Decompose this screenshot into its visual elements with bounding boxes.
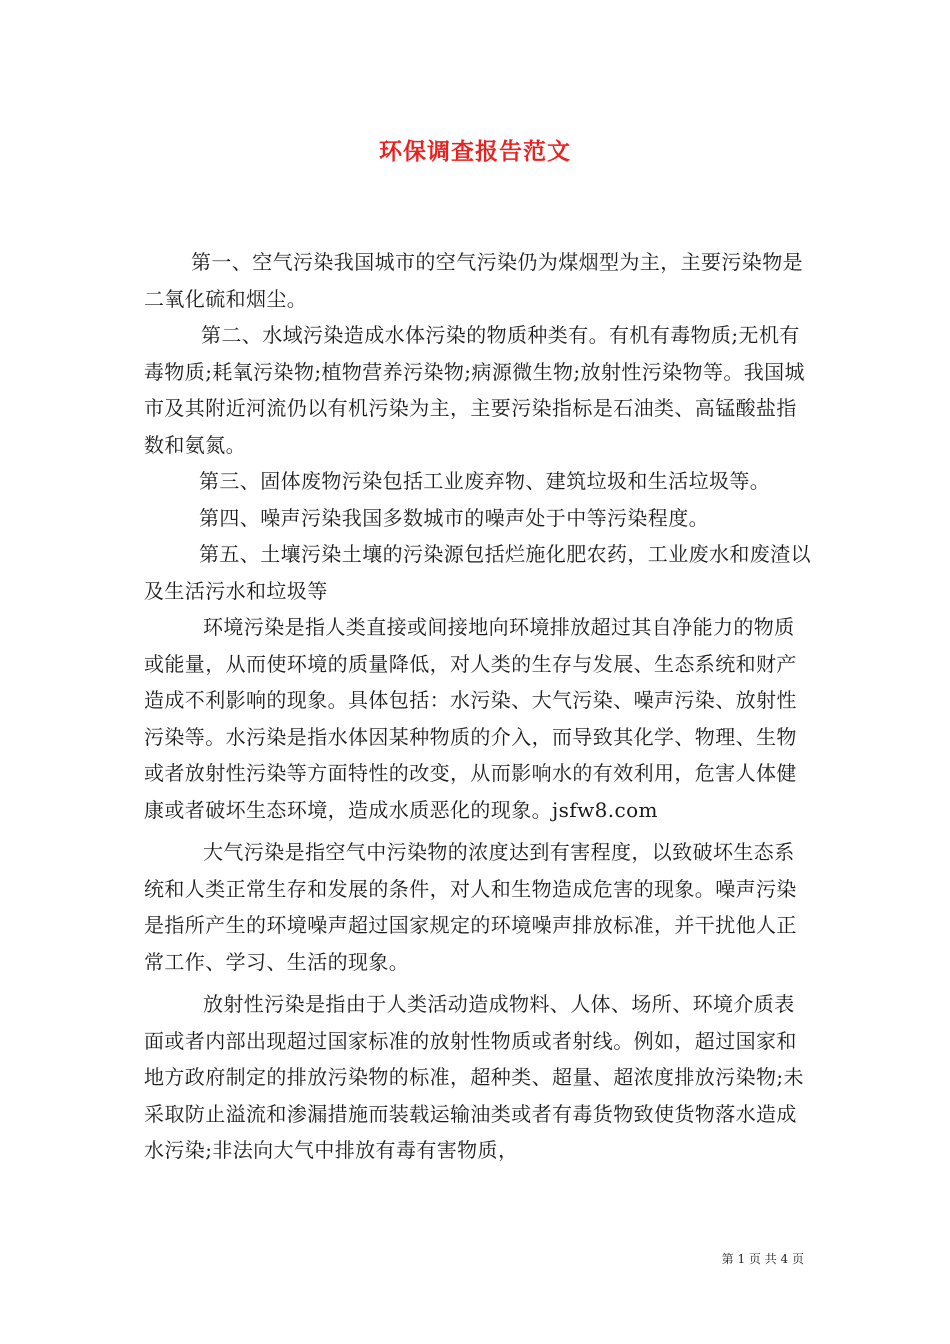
page-number: 第 1 页 共 4 页: [721, 1252, 804, 1266]
paragraph-water-pollution: 第二、水域污染造成水体污染的物质种类有。有机有毒物质;无机有毒物质;耗氧污染物;植物营养污染物;病源微生物;放射性污染物等。我国城市及其附近河流仍以有机污染为主，主要污染指标是石油类、高锰酸盐指数和氨氮。: [144, 323, 805, 457]
paragraph-environment-definition: 环境污染是指人类直接或间接地向环境排放超过其自净能力的物质或能量，从而使环境的质量降低，对人类的生存与发展、生态系统和财产造成不利影响的现象。具体包括：水污染、大气污染、噪声污染、放射性污染等。水污染是指水体因某种物质的介入，而导致其化学、物理、生物或者放射性污染等方面特性的改变，从而影响水的有效利用，危害人体健康或者破坏生态环境，造成水质恶化的现象。jsfw8.com: [144, 615, 797, 822]
paragraph-radioactive-definition: 放射性污染是指由于人类活动造成物料、人体、场所、环境介质表面或者内部出现超过国家标准的放射性物质或者射线。例如，超过国家和地方政府制定的排放污染物的标准，超种类、超量、超浓度排放污染物;未采取防止溢流和渗漏措施而装载运输油类或者有毒货物致使货物落水造成水污染;非法向大气中排放有毒有害物质，: [144, 992, 804, 1162]
paragraph-noise-pollution: 第四、噪声污染我国多数城市的噪声处于中等污染程度。: [199, 505, 709, 530]
document-title: 环保调查报告范文: [379, 138, 571, 165]
paragraph-soil-pollution: 第五、土壤污染土壤的污染源包括烂施化肥农药，工业废水和废渣以及生活污水和垃圾等: [144, 542, 811, 603]
paragraph-air-noise-definition: 大气污染是指空气中污染物的浓度达到有害程度，以致破坏生态系统和人类正常生存和发展的条件，对人和生物造成危害的现象。噪声污染是指所产生的环境噪声超过国家规定的环境噪声排放标准，并干扰他人正常工作、学习、生活的现象。: [144, 840, 797, 974]
paragraph-air-pollution: 第一、空气污染我国城市的空气污染仍为煤烟型为主，主要污染物是二氧化硫和烟尘。: [144, 250, 803, 311]
paragraph-solid-waste: 第三、固体废物污染包括工业废弃物、建筑垃圾和生活垃圾等。: [199, 469, 771, 493]
document-body: [144, 244, 812, 1169]
